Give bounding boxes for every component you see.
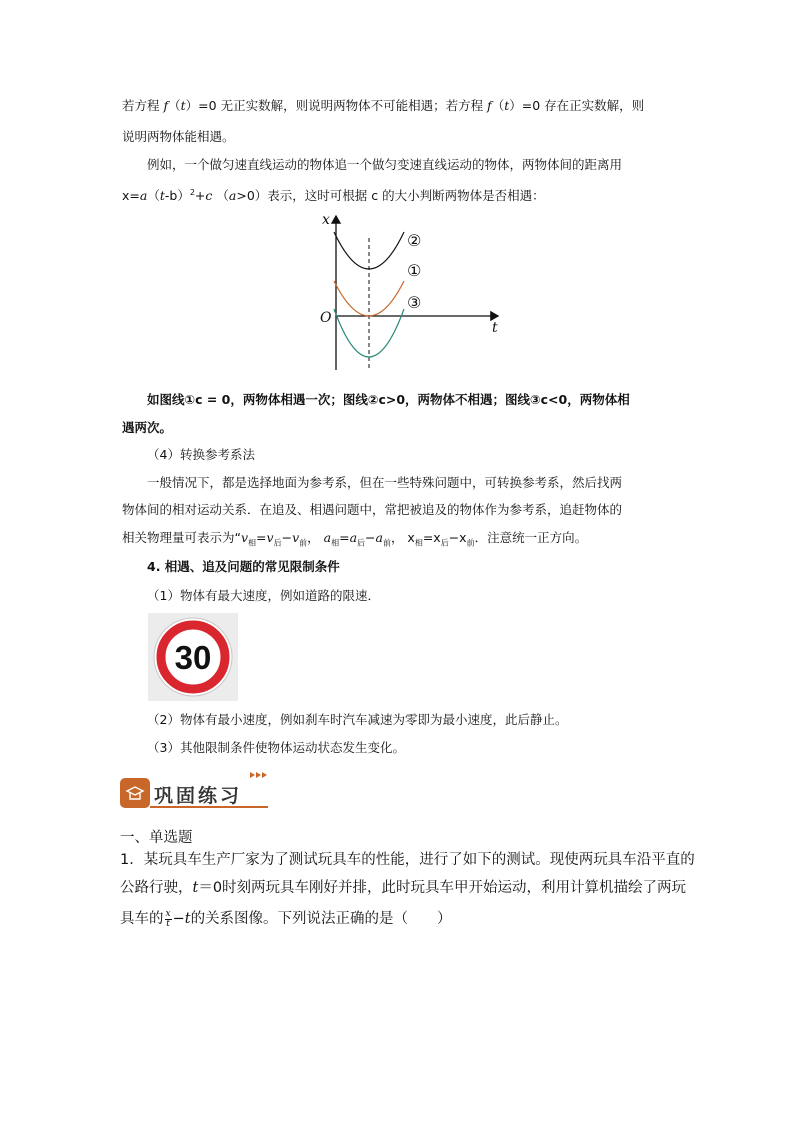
practice-section-title: 一、单选题 (120, 830, 193, 846)
conclusion-line-2: 遇两次。 (122, 420, 173, 435)
limit-item-3: （3）其他限制条件使物体运动状态发生变化。 (147, 740, 405, 755)
curve-2 (334, 232, 404, 269)
x-axis-label: t (492, 320, 498, 336)
limits-heading: 4. 相遇、追及问题的常见限制条件 (147, 559, 340, 574)
speed-limit-value: 30 (174, 639, 212, 676)
intro-line-4: $x=a(t-b)^2+c$ （a>0）表示，这时可根据 c 的大小判断两物体是否相遇： (122, 188, 545, 204)
intro-line-3: 例如，一个做匀速直线运动的物体追一个做匀变速直线运动的物体，两物体间的距离用 (147, 157, 623, 172)
parabola-graph (312, 210, 512, 375)
section-4-line-2: 物体间的相对运动关系．在追及、相遇问题中，常把被追及的物体作为参考系，追赶物体的 (122, 502, 623, 517)
section-4-line-3: 相关物理量可表示为“$v_相=v_后-v_前$， $a_相=a_后-a_前$， $x_相=x_后-x_前$．注意统一正方向。 (122, 530, 588, 548)
curve-2-label: ② (407, 231, 422, 250)
section-4-line-1: 一般情况下，都是选择地面为参考系，但在一些特殊问题中，可转换参考系，然后找两 (147, 475, 623, 490)
conclusion-line-1: 如图线①c = 0，两物体相遇一次；图线②c>0，两物体不相遇；图线③c<0，两物体相 (147, 392, 630, 407)
speed-limit-sign (148, 613, 238, 701)
curve-3-label: ③ (407, 293, 422, 312)
question-1-line-3: 具车的 $\frac{x}{t}$ −t的关系图像。下列说法正确的是（ ） (120, 908, 452, 929)
intro-line-1: 若方程 f（t）=0 无正实数解，则说明两物体不可能相遇；若方程 f（t）=0 存在正实数解，则 (122, 98, 645, 113)
x-over-t-fraction: $\frac{x}{t}$ (165, 908, 171, 929)
practice-banner-title: 巩固练习 (154, 785, 243, 807)
y-axis-label: x (322, 212, 330, 228)
limit-item-2: （2）物体有最小速度，例如刹车时汽车减速为零即为最小速度，此后静止。 (147, 712, 568, 727)
curve-1-label: ① (407, 261, 422, 280)
question-1-line-1: 1．某玩具车生产厂家为了测试玩具车的性能，进行了如下的测试。现使两玩具车沿平直的 (120, 852, 695, 868)
question-1-line-2: 公路行驶，t＝0时刻两玩具车刚好并排，此时玩具车甲开始运动，利用计算机描绘了两玩 (120, 880, 687, 896)
intro-line-2: 说明两物体能相遇。 (122, 129, 235, 144)
origin-label: O (320, 310, 332, 326)
limit-item-1: （1）物体有最大速度，例如道路的限速． (147, 588, 380, 603)
practice-banner (120, 772, 270, 808)
section-4-title: （4）转换参考系法 (147, 447, 255, 462)
